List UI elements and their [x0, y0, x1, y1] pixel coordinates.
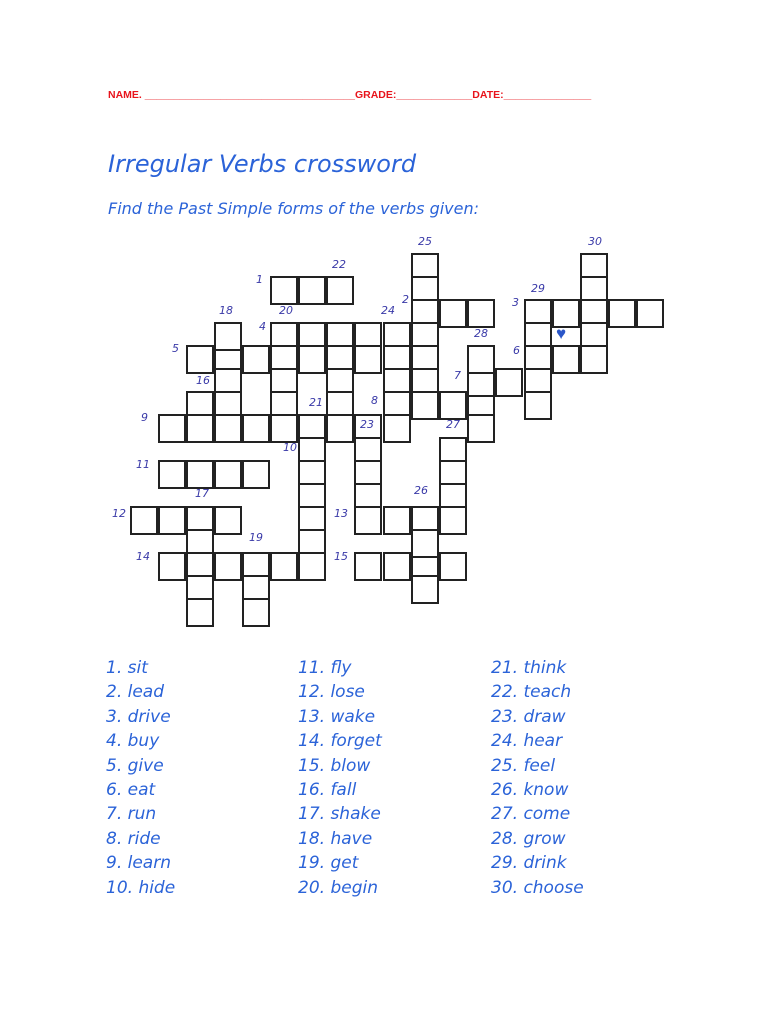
crossword-cell[interactable] — [383, 506, 411, 535]
crossword-cell[interactable] — [467, 345, 495, 374]
clue-item: 7. run — [106, 804, 157, 825]
crossword-cell[interactable] — [214, 460, 242, 489]
crossword-cell[interactable] — [411, 575, 439, 604]
clue-number: 14 — [136, 550, 150, 563]
crossword-cell[interactable] — [439, 506, 467, 535]
clue-item: 30. choose — [491, 877, 584, 898]
clue-number: 4 — [259, 320, 266, 333]
clue-number: 2 — [402, 293, 409, 306]
crossword-cell[interactable] — [186, 460, 214, 489]
clue-number: 24 — [381, 304, 395, 317]
clue-number: 10 — [283, 441, 297, 454]
clue-number: 23 — [360, 418, 374, 431]
crossword-cell[interactable] — [242, 460, 270, 489]
crossword-cell[interactable] — [214, 552, 242, 581]
crossword-cell[interactable] — [214, 506, 242, 535]
clue-item: 11. fly — [298, 658, 352, 678]
clue-item: 25. feel — [491, 755, 556, 776]
crossword-cell[interactable] — [326, 414, 354, 443]
crossword-cell[interactable] — [467, 299, 495, 328]
clue-number: 30 — [588, 235, 602, 248]
clue-item: 27. come — [491, 804, 571, 825]
crossword-cell[interactable] — [186, 414, 214, 443]
clue-number: 22 — [332, 258, 346, 271]
crossword-cell[interactable] — [411, 529, 439, 558]
crossword-cell[interactable] — [186, 345, 214, 374]
clue-item: 5. give — [106, 755, 164, 776]
crossword-cell[interactable] — [354, 506, 382, 535]
clue-number: 13 — [334, 507, 348, 520]
crossword-cell[interactable] — [298, 552, 326, 581]
clue-column-1 — [106, 656, 175, 900]
crossword-cell[interactable] — [636, 299, 664, 328]
clue-item: 20. begin — [298, 877, 378, 898]
clue-number: 29 — [531, 282, 545, 295]
clue-item: 21. think — [491, 658, 567, 678]
crossword-cell[interactable] — [214, 322, 242, 351]
crossword-cell[interactable] — [439, 299, 467, 328]
crossword-cell[interactable] — [158, 460, 186, 489]
clue-number: 20 — [279, 304, 293, 317]
clue-item: 9. learn — [106, 853, 171, 874]
crossword-cell[interactable] — [270, 276, 298, 305]
clue-item: 15. blow — [298, 755, 371, 776]
crossword-cell[interactable] — [608, 299, 636, 328]
clue-number: 7 — [454, 369, 461, 382]
crossword-cell[interactable] — [270, 552, 298, 581]
crossword-cell[interactable] — [326, 276, 354, 305]
crossword-cell[interactable] — [298, 345, 326, 374]
crossword-cell[interactable] — [214, 414, 242, 443]
crossword-cell[interactable] — [411, 391, 439, 420]
crossword-cell[interactable] — [298, 276, 326, 305]
clue-number: 12 — [112, 507, 126, 520]
crossword-cell[interactable] — [383, 414, 411, 443]
crossword-cell[interactable] — [354, 345, 382, 374]
crossword-cell[interactable] — [552, 345, 580, 374]
crossword-cell[interactable] — [242, 598, 270, 627]
crossword-cell[interactable] — [495, 368, 523, 397]
clue-item: 14. forget — [298, 731, 382, 752]
crossword-cell[interactable] — [242, 414, 270, 443]
clue-item: 26. know — [491, 779, 569, 800]
clue-number: 19 — [249, 531, 263, 544]
clue-number: 17 — [195, 487, 209, 500]
clue-number: 8 — [371, 394, 378, 407]
crossword-cell[interactable] — [524, 391, 552, 420]
clue-item: 16. fall — [298, 779, 357, 800]
student-info-line[interactable]: NAME. ____________________________________GRADE:_____________DATE:_______________ — [108, 89, 592, 101]
clue-item: 28. grow — [491, 828, 566, 849]
crossword-cell[interactable] — [354, 552, 382, 581]
clue-item: 29. drink — [491, 853, 567, 874]
clue-item: 13. wake — [298, 706, 376, 727]
crossword-cell[interactable] — [158, 414, 186, 443]
crossword-cell[interactable] — [439, 552, 467, 581]
clue-number: 18 — [219, 304, 233, 317]
clue-number: 6 — [513, 344, 520, 357]
clue-item: 6. eat — [106, 779, 156, 800]
clue-column-3 — [491, 656, 584, 900]
crossword-cell[interactable] — [158, 506, 186, 535]
clue-number: 26 — [414, 484, 428, 497]
clue-number: 15 — [334, 550, 348, 563]
crossword-cell[interactable] — [439, 391, 467, 420]
clue-column-2 — [298, 656, 382, 900]
clue-number: 27 — [446, 418, 460, 431]
crossword-cell[interactable] — [467, 414, 495, 443]
clue-item: 3. drive — [106, 706, 171, 727]
clue-number: 11 — [136, 458, 150, 471]
clue-item: 23. draw — [491, 706, 566, 727]
clue-number: 16 — [196, 374, 210, 387]
heart-icon: ♥ — [556, 324, 567, 343]
clue-item: 10. hide — [106, 877, 176, 898]
crossword-cell[interactable] — [270, 414, 298, 443]
crossword-cell[interactable] — [580, 345, 608, 374]
clue-item: 22. teach — [491, 682, 572, 703]
page-title: Irregular Verbs crossword — [108, 150, 417, 178]
clue-number: 25 — [418, 235, 432, 248]
clue-item: 19. get — [298, 853, 359, 874]
clue-item: 8. ride — [106, 828, 161, 849]
clue-item: 12. lose — [298, 682, 365, 703]
clue-number: 21 — [309, 396, 323, 409]
crossword-cell[interactable] — [242, 345, 270, 374]
clue-item: 18. have — [298, 828, 373, 849]
clue-item: 4. buy — [106, 731, 160, 752]
crossword-cell[interactable] — [186, 598, 214, 627]
crossword-cell[interactable] — [158, 552, 186, 581]
clue-item: 2. lead — [106, 682, 165, 703]
clue-item: 17. shake — [298, 804, 381, 825]
instructions: Find the Past Simple forms of the verbs given: — [108, 199, 480, 218]
clue-item: 1. sit — [106, 658, 148, 678]
clue-number: 28 — [474, 327, 488, 340]
clue-number: 3 — [512, 296, 519, 309]
clue-item: 24. hear — [491, 731, 563, 752]
clue-number: 1 — [256, 273, 263, 286]
crossword-cell[interactable] — [130, 506, 158, 535]
clue-number: 5 — [172, 342, 179, 355]
clue-number: 9 — [141, 411, 148, 424]
crossword-cell[interactable] — [383, 552, 411, 581]
